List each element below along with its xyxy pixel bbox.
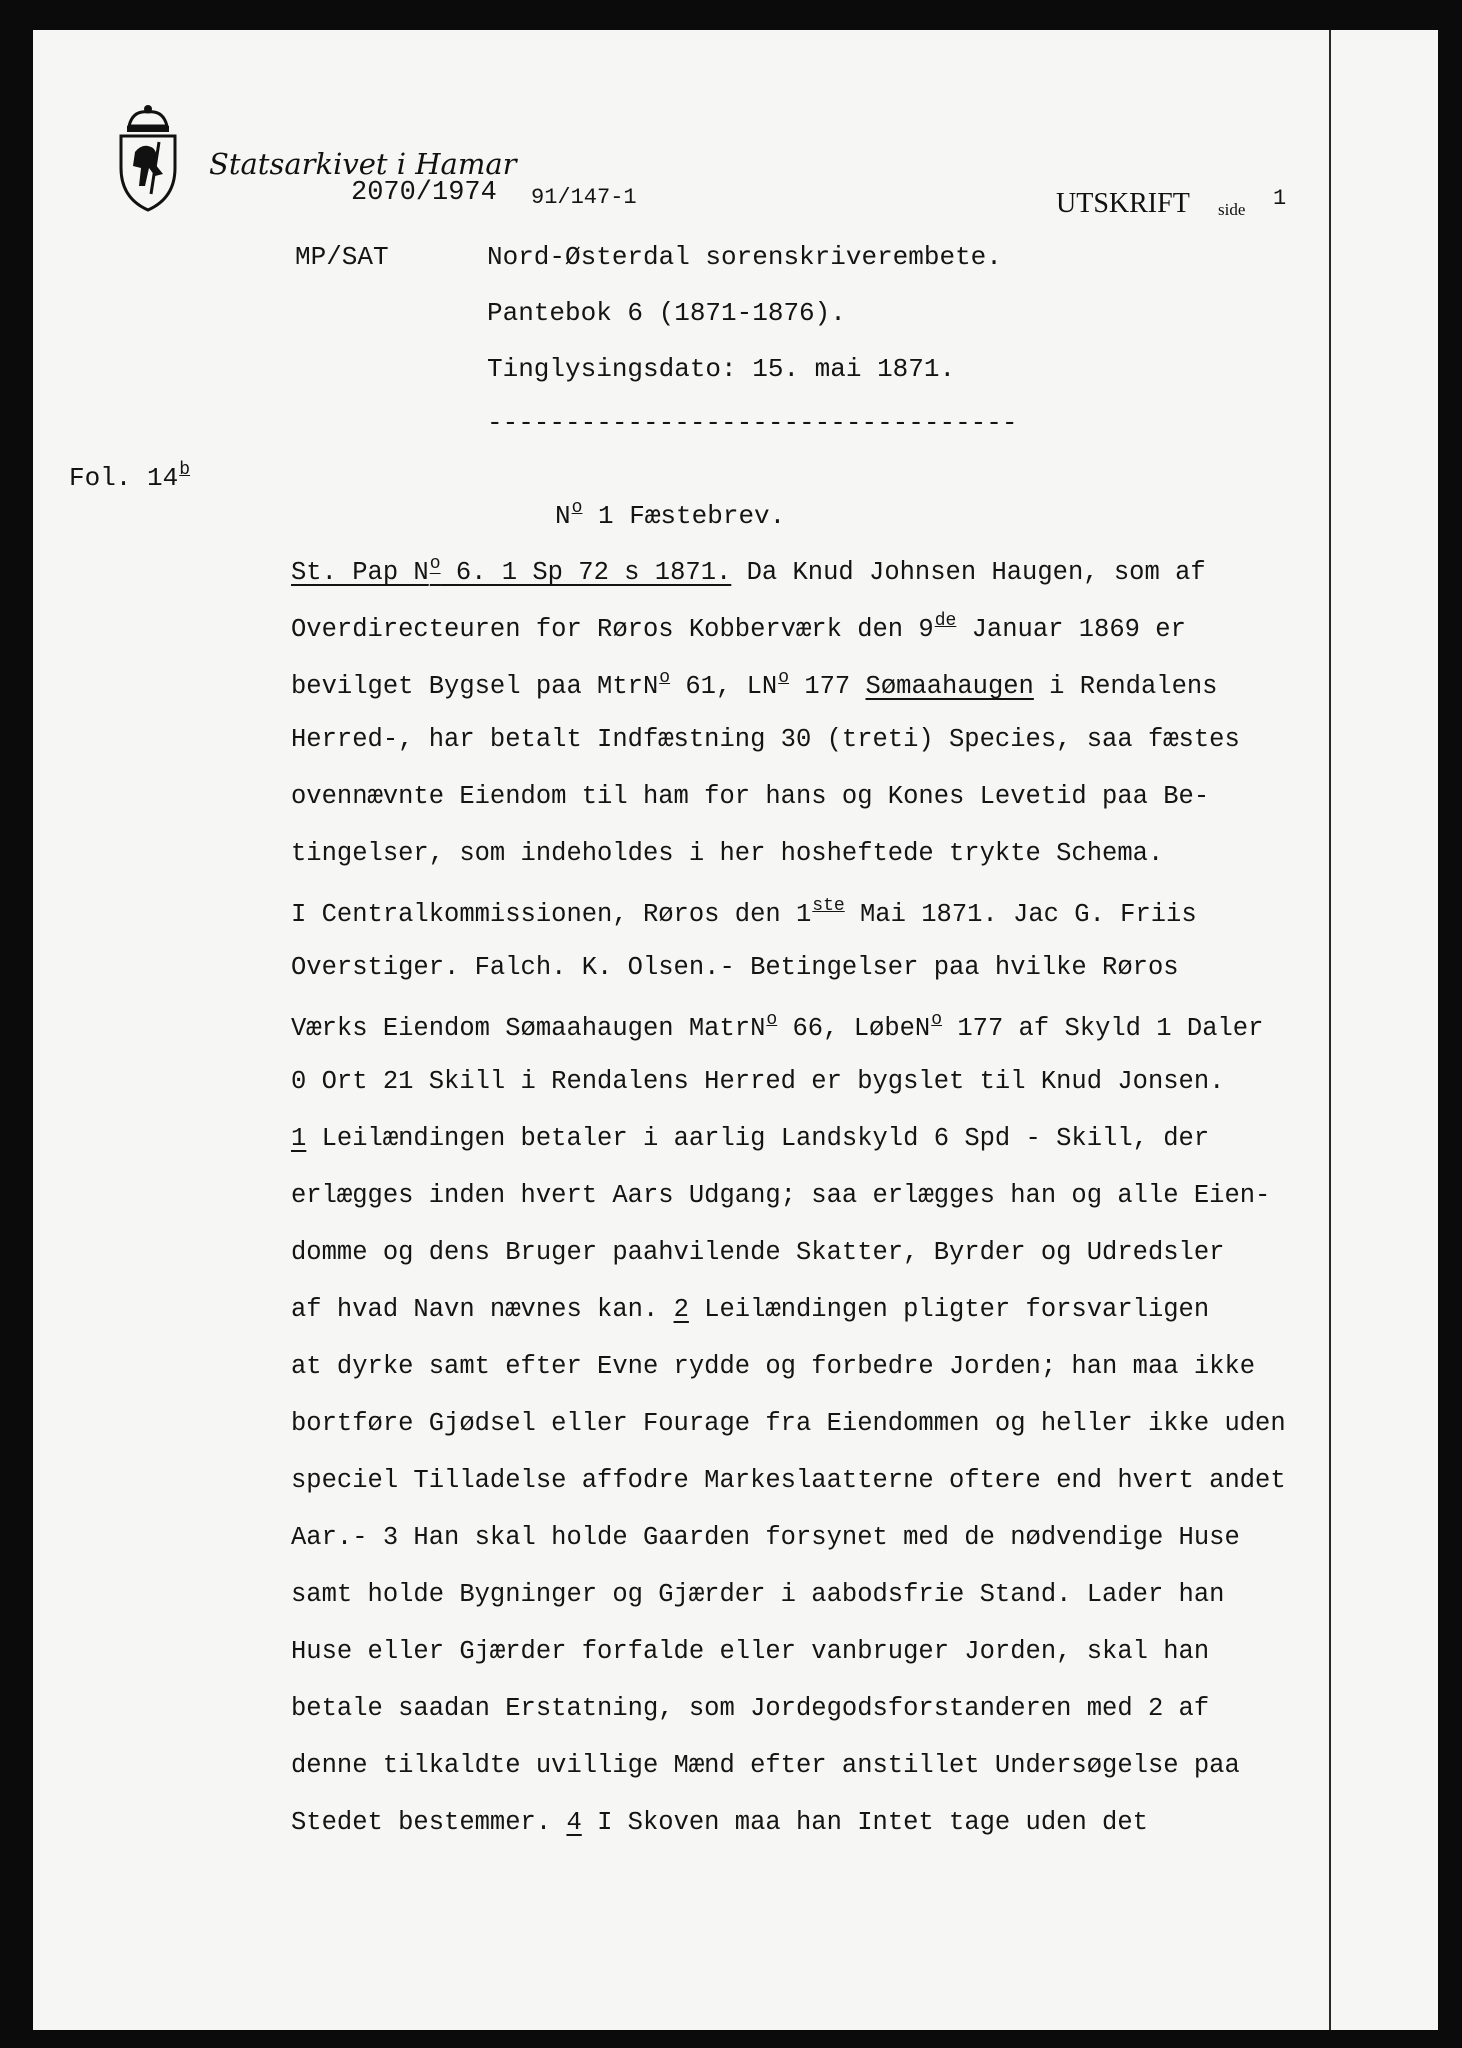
text-line-15: at dyrke samt efter Evne rydde og forbedre Jorden; han maa ikke [291, 1352, 1256, 1381]
entry-title: $N^o$ 1 Fæstebrev. [555, 498, 786, 531]
office-name: Nord-Østerdal sorenskriverembete. [487, 242, 1002, 272]
initials: MP/SAT [295, 242, 389, 272]
text-line-3: bevilget Bygsel paa MtrN$^o$ 61, $LN^o$ 177 Sømaahaugen i Rendalens [291, 668, 1218, 701]
text-line-7: I Centralkommissionen, Røros den 1ste Mai 1871. Jac G. Friis [291, 896, 1197, 929]
registration-date: Tinglysingsdato: 15. mai 1871. [487, 354, 956, 384]
text-line-23: Stedet bestemmer. 4 I Skoven maa han Intet tage uden det [291, 1808, 1148, 1837]
fold-line [1329, 30, 1331, 2030]
text-line-4: Herred-, har betalt Indfæstning 30 (treti) Species, saa fæstes [291, 725, 1240, 754]
archive-name: Statsarkivet i Hamar [209, 147, 517, 181]
text-line-14: af hvad Navn nævnes kan. 2 Leilændingen pligter forsvarligen [291, 1295, 1210, 1324]
text-line-19: samt holde Bygninger og Gjærder i aabodsfrie Stand. Lader han [291, 1580, 1225, 1609]
text-line-18: Aar.- 3 Han skal holde Gaarden forsynet med de nødvendige Huse [291, 1523, 1240, 1552]
text-line-13: domme og dens Bruger paahvilende Skatter, Byrder og Udredsler [291, 1238, 1225, 1267]
text-line-10: 0 Ort 21 Skill i Rendalens Herred er bygslet til Knud Jonsen. [291, 1067, 1225, 1096]
text-line-16: bortføre Gjødsel eller Fourage fra Eiendommen og heller ikke uden [291, 1409, 1286, 1438]
folio-number: Fol. 14$^b$ [69, 460, 191, 493]
side-label: side [1218, 200, 1246, 219]
text-line-2: Overdirecteuren for Røros Kobberværk den 9de Januar 1869 er [291, 611, 1186, 644]
property-name: Sømaahaugen [865, 672, 1034, 701]
document-page [33, 30, 1438, 2030]
page-number: 1 [1273, 186, 1287, 211]
text-line-9: Værks Eiendom Sømaahaugen MatrN$^o$ 66, LøbeN$^o$ 177 af Skyld 1 Daler [291, 1010, 1264, 1043]
reference-number: 91/147-1 [531, 185, 637, 210]
text-line-8: Overstiger. Falch. K. Olsen.- Betingelser paa hvilke Røros [291, 953, 1179, 982]
text-line-11: 1 Leilændingen betaler i aarlig Landskyld 6 Spd - Skill, der [291, 1124, 1210, 1153]
text-line-12: erlægges inden hvert Aars Udgang; saa erlægges han og alle Eien- [291, 1181, 1271, 1210]
case-number: 2070/1974 [351, 178, 497, 208]
protocol-reference: St. Pap $N^o$ 6. 1 Sp 72 s 1871. [291, 554, 732, 587]
utskrift-label: UTSKRIFT [1056, 188, 1190, 219]
text-line-1: St. Pap $N^o$ 6. 1 Sp 72 s 1871. Da Knud Johnsen Haugen, som af [291, 554, 1206, 587]
coat-of-arms-icon [115, 102, 181, 214]
text-line-5: ovennævnte Eiendom til ham for hans og Kones Levetid paa Be- [291, 782, 1210, 811]
book-reference: Pantebok 6 (1871-1876). [487, 298, 846, 328]
text-line-6: tingelser, som indeholdes i her hosheftede trykte Schema. [291, 839, 1164, 868]
text-line-17: speciel Tilladelse affodre Markeslaatterne oftere end hvert andet [291, 1466, 1286, 1495]
text-line-22: denne tilkaldte uvillige Mænd efter anstillet Undersøgelse paa [291, 1751, 1240, 1780]
text-line-20: Huse eller Gjærder forfalde eller vanbruger Jorden, skal han [291, 1637, 1210, 1666]
text-line-21: betale saadan Erstatning, som Jordegodsforstanderen med 2 af [291, 1694, 1210, 1723]
separator-rule: ---------------------------------- [487, 408, 1018, 438]
